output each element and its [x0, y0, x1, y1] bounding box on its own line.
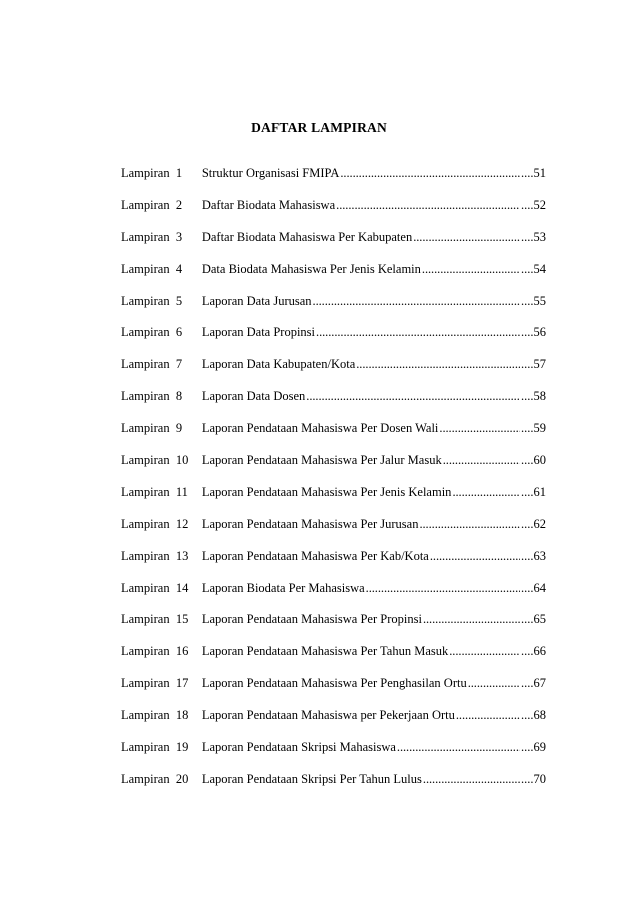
- entry-prefix-label: Lampiran: [121, 197, 170, 212]
- entry-prefix-label: Lampiran: [121, 484, 170, 499]
- entry-prefix-label: Lampiran: [121, 644, 170, 659]
- entry-number: 5: [175, 293, 183, 308]
- toc-entry: [121, 581, 546, 613]
- entry-prefix: [121, 612, 198, 627]
- entry-page-number: ....66: [521, 644, 546, 659]
- entry-prefix-label: Lampiran: [121, 389, 170, 404]
- entry-prefix: [121, 485, 198, 500]
- toc-entry: [121, 166, 546, 198]
- dot-leader: [449, 644, 520, 659]
- entry-page-number: ....68: [521, 708, 546, 723]
- dot-leader: [430, 549, 520, 564]
- entry-title: Struktur Organisasi FMIPA: [201, 166, 340, 180]
- entry-title: Daftar Biodata Mahasiswa Per Kabupaten: [201, 229, 413, 244]
- entry-title: Laporan Pendataan Skripsi Mahasiswa: [201, 740, 396, 755]
- entry-page-number: ....58: [521, 389, 546, 404]
- entry-title: Laporan Data Dosen: [201, 389, 306, 404]
- entry-prefix-label: Lampiran: [121, 293, 170, 308]
- entry-number: 15: [175, 612, 189, 627]
- toc-entry: [121, 740, 546, 772]
- dot-leader: [456, 708, 520, 723]
- entry-prefix-label: Lampiran: [121, 261, 170, 276]
- entry-number: 10: [175, 453, 189, 468]
- entry-number: 17: [175, 676, 189, 691]
- entry-prefix: [121, 517, 198, 532]
- toc-entry: [121, 262, 546, 294]
- entry-prefix-label: Lampiran: [121, 771, 170, 786]
- entry-title: Laporan Pendataan Mahasiswa Per Dosen Wali: [201, 421, 439, 436]
- entry-prefix-label: Lampiran: [121, 453, 170, 468]
- entry-title: Laporan Pendataan Mahasiswa Per Propinsi: [201, 612, 422, 627]
- entry-prefix: [121, 708, 198, 723]
- entry-title: Data Biodata Mahasiswa Per Jenis Kelamin: [201, 261, 421, 276]
- entry-prefix-label: Lampiran: [121, 516, 170, 531]
- entry-prefix: [121, 325, 198, 340]
- entry-number: 1: [175, 166, 183, 180]
- entry-prefix: [121, 389, 198, 404]
- entry-page-number: ....56: [521, 325, 546, 340]
- entry-prefix-label: Lampiran: [121, 612, 170, 627]
- entry-number: 14: [175, 580, 189, 595]
- entry-prefix: [121, 262, 198, 277]
- entry-page-number: ....67: [521, 676, 546, 691]
- dot-leader: [356, 357, 520, 372]
- entry-page-number: ....54: [521, 261, 546, 276]
- entry-title: Laporan Pendataan Mahasiswa Per Kab/Kota: [201, 548, 429, 563]
- entry-prefix: [121, 549, 198, 564]
- dot-leader: [413, 230, 520, 245]
- dot-leader: [443, 453, 520, 468]
- entry-prefix: [121, 294, 198, 309]
- entry-page-number: ....57: [521, 357, 546, 372]
- dot-leader: [422, 262, 520, 277]
- entry-number: 20: [175, 771, 189, 786]
- entry-title: Laporan Pendataan Skripsi Per Tahun Lulus: [201, 771, 422, 786]
- dot-leader: [423, 612, 520, 627]
- dot-leader: [340, 166, 520, 181]
- toc-entry: [121, 421, 546, 453]
- dot-leader: [366, 581, 520, 596]
- entry-title: Laporan Pendataan Mahasiswa per Pekerjaan Ortu: [201, 708, 455, 723]
- entry-prefix-label: Lampiran: [121, 740, 170, 755]
- entry-prefix: [121, 453, 198, 468]
- entry-page-number: ....53: [521, 229, 546, 244]
- dot-leader: [419, 517, 520, 532]
- entry-page-number: ....59: [521, 421, 546, 436]
- entry-title: Laporan Pendataan Mahasiswa Per Jurusan: [201, 516, 419, 531]
- dot-leader: [468, 676, 520, 691]
- entry-page-number: ....55: [521, 293, 546, 308]
- toc-entry: [121, 676, 546, 708]
- entry-page-number: ....70: [521, 771, 546, 786]
- entry-number: 12: [175, 516, 189, 531]
- entry-number: 9: [175, 421, 183, 436]
- entry-prefix-label: Lampiran: [121, 580, 170, 595]
- entry-number: 18: [175, 708, 189, 723]
- toc-entry: [121, 708, 546, 740]
- entry-prefix: [121, 772, 198, 787]
- entry-title: Daftar Biodata Mahasiswa: [201, 197, 336, 212]
- entry-title: Laporan Pendataan Mahasiswa Per Jenis Kelamin: [201, 484, 452, 499]
- toc-entry: [121, 772, 546, 804]
- entry-page-number: ....62: [521, 516, 546, 531]
- entry-prefix-label: Lampiran: [121, 548, 170, 563]
- entry-title: Laporan Data Jurusan: [201, 293, 312, 308]
- toc-entry: [121, 198, 546, 230]
- toc-entry: [121, 294, 546, 326]
- dot-leader: [313, 294, 520, 309]
- toc-entry: [121, 357, 546, 389]
- dot-leader: [423, 772, 520, 787]
- entry-page-number: ....69: [521, 740, 546, 755]
- entry-page-number: ....51: [521, 166, 546, 180]
- entry-prefix-label: Lampiran: [121, 325, 170, 340]
- toc-entry: [121, 612, 546, 644]
- entry-title: Laporan Biodata Per Mahasiswa: [201, 580, 365, 595]
- entry-number: 6: [175, 325, 183, 340]
- toc-entry: [121, 230, 546, 262]
- entry-prefix: [121, 581, 198, 596]
- dot-leader: [397, 740, 520, 755]
- entry-number: 2: [175, 197, 183, 212]
- entry-page-number: ....60: [521, 453, 546, 468]
- entry-title: Laporan Data Propinsi: [201, 325, 316, 340]
- entry-page-number: ....64: [521, 580, 546, 595]
- entry-number: 7: [175, 357, 183, 372]
- entry-number: 11: [175, 484, 188, 499]
- page-title: DAFTAR LAMPIRAN: [251, 120, 387, 135]
- entry-prefix: [121, 357, 198, 372]
- entry-page-number: ....65: [521, 612, 546, 627]
- entry-prefix-label: Lampiran: [121, 166, 170, 180]
- entry-page-number: ....61: [521, 484, 546, 499]
- entry-page-number: ....52: [521, 197, 546, 212]
- dot-leader: [336, 198, 520, 213]
- entry-prefix: [121, 166, 198, 181]
- toc-entry: [121, 517, 546, 549]
- toc-entry: [121, 325, 546, 357]
- dot-leader: [306, 389, 520, 404]
- entry-prefix: [121, 230, 198, 245]
- entry-number: 8: [175, 389, 183, 404]
- entry-prefix-label: Lampiran: [121, 357, 170, 372]
- attachment-list: [121, 166, 546, 804]
- entry-title: Laporan Pendataan Mahasiswa Per Jalur Masuk: [201, 453, 442, 468]
- entry-title: Laporan Data Kabupaten/Kota: [201, 357, 356, 372]
- dot-leader: [439, 421, 520, 436]
- entry-prefix-label: Lampiran: [121, 676, 170, 691]
- entry-page-number: ....63: [521, 548, 546, 563]
- entry-number: 16: [175, 644, 189, 659]
- entry-number: 13: [175, 548, 189, 563]
- entry-prefix-label: Lampiran: [121, 421, 170, 436]
- entry-prefix: [121, 198, 198, 213]
- dot-leader: [316, 325, 520, 340]
- entry-number: 19: [175, 740, 189, 755]
- entry-title: Laporan Pendataan Mahasiswa Per Penghasilan Ortu: [201, 676, 467, 691]
- dot-leader: [452, 485, 520, 500]
- entry-prefix-label: Lampiran: [121, 229, 170, 244]
- toc-entry: [121, 485, 546, 517]
- entry-title: Laporan Pendataan Mahasiswa Per Tahun Masuk: [201, 644, 449, 659]
- toc-entry: [121, 389, 546, 421]
- toc-entry: [121, 644, 546, 676]
- toc-entry: [121, 453, 546, 485]
- entry-number: 4: [175, 261, 183, 276]
- entry-prefix: [121, 676, 198, 691]
- entry-prefix: [121, 421, 198, 436]
- entry-prefix: [121, 740, 198, 755]
- entry-number: 3: [175, 229, 183, 244]
- entry-prefix: [121, 644, 198, 659]
- toc-entry: [121, 549, 546, 581]
- entry-prefix-label: Lampiran: [121, 708, 170, 723]
